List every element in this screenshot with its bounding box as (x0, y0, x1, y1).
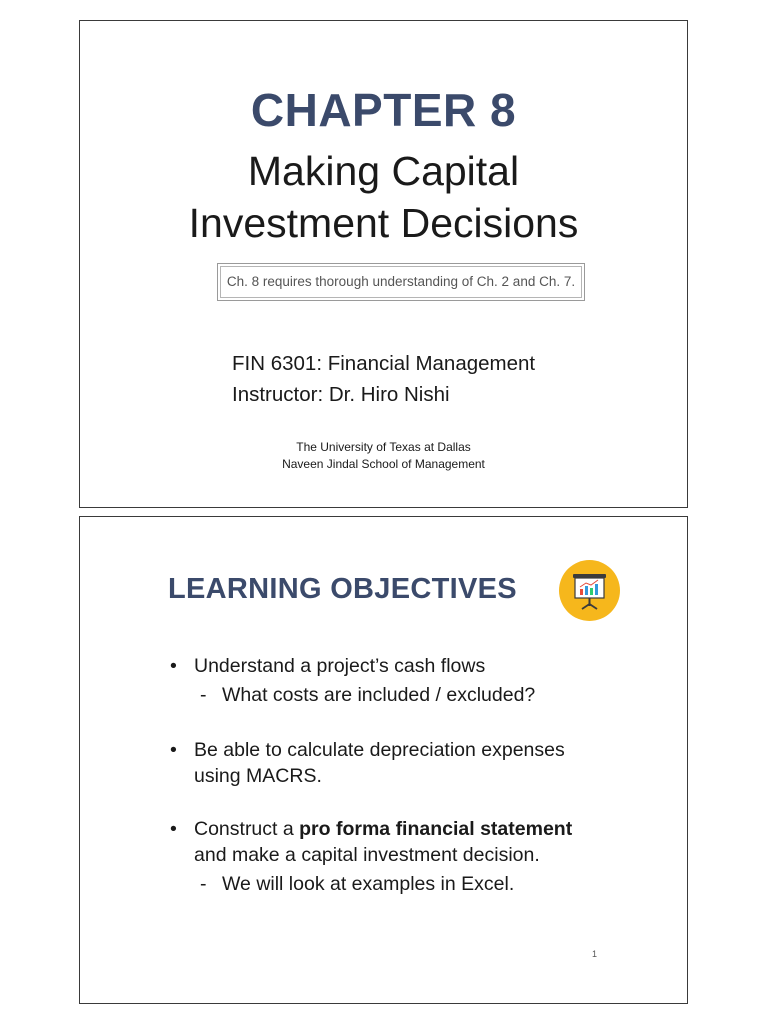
title-slide (79, 20, 688, 508)
prerequisite-note: Ch. 8 requires thorough understanding of Ch. 2 and Ch. 7. (220, 266, 582, 298)
institution-info (80, 439, 687, 473)
objectives-list (170, 653, 670, 900)
objective-text-line1: Be able to calculate depreciation expenses (194, 738, 565, 761)
deck-title (80, 145, 687, 249)
instructor-name: Instructor: Dr. Hiro Nishi (232, 383, 450, 406)
list-subitem (170, 680, 670, 711)
list-subitem (170, 869, 670, 900)
course-info (232, 348, 535, 410)
learning-objectives-slide (79, 516, 688, 1004)
objective-subtext: What costs are included / excluded? (222, 683, 536, 706)
bullet-marker: • (170, 738, 177, 761)
objective-text-line2: using MACRS. (194, 765, 322, 787)
objective-text-prefix: Construct a (194, 817, 300, 840)
deck-title-line1: Making Capital (247, 148, 520, 194)
objective-subtext: We will look at examples in Excel. (222, 872, 515, 895)
objective-text-line2: and make a capital investment decision. (194, 844, 540, 866)
school-name: Naveen Jindal School of Management (282, 457, 485, 471)
presentation-chart-icon (559, 560, 620, 621)
deck-title-line2: Investment Decisions (188, 200, 579, 246)
page-number: 1 (591, 949, 597, 959)
objective-text-emphasis: pro forma financial statement (299, 817, 573, 840)
objective-text: Understand a project’s cash flows (194, 655, 486, 677)
prerequisite-note-box (217, 263, 585, 301)
sub-marker: - (200, 872, 207, 895)
list-item (170, 653, 670, 680)
chapter-label: CHAPTER 8 (250, 84, 517, 136)
sub-marker: - (200, 683, 207, 706)
list-item (170, 737, 670, 790)
bullet-marker: • (170, 655, 177, 677)
list-item (170, 816, 670, 869)
objectives-title: LEARNING OBJECTIVES (168, 573, 517, 605)
university-name: The University of Texas at Dallas (296, 440, 471, 454)
bullet-marker: • (170, 817, 177, 840)
objective-text-line1 (194, 816, 670, 843)
course-name: FIN 6301: Financial Management (232, 352, 536, 375)
